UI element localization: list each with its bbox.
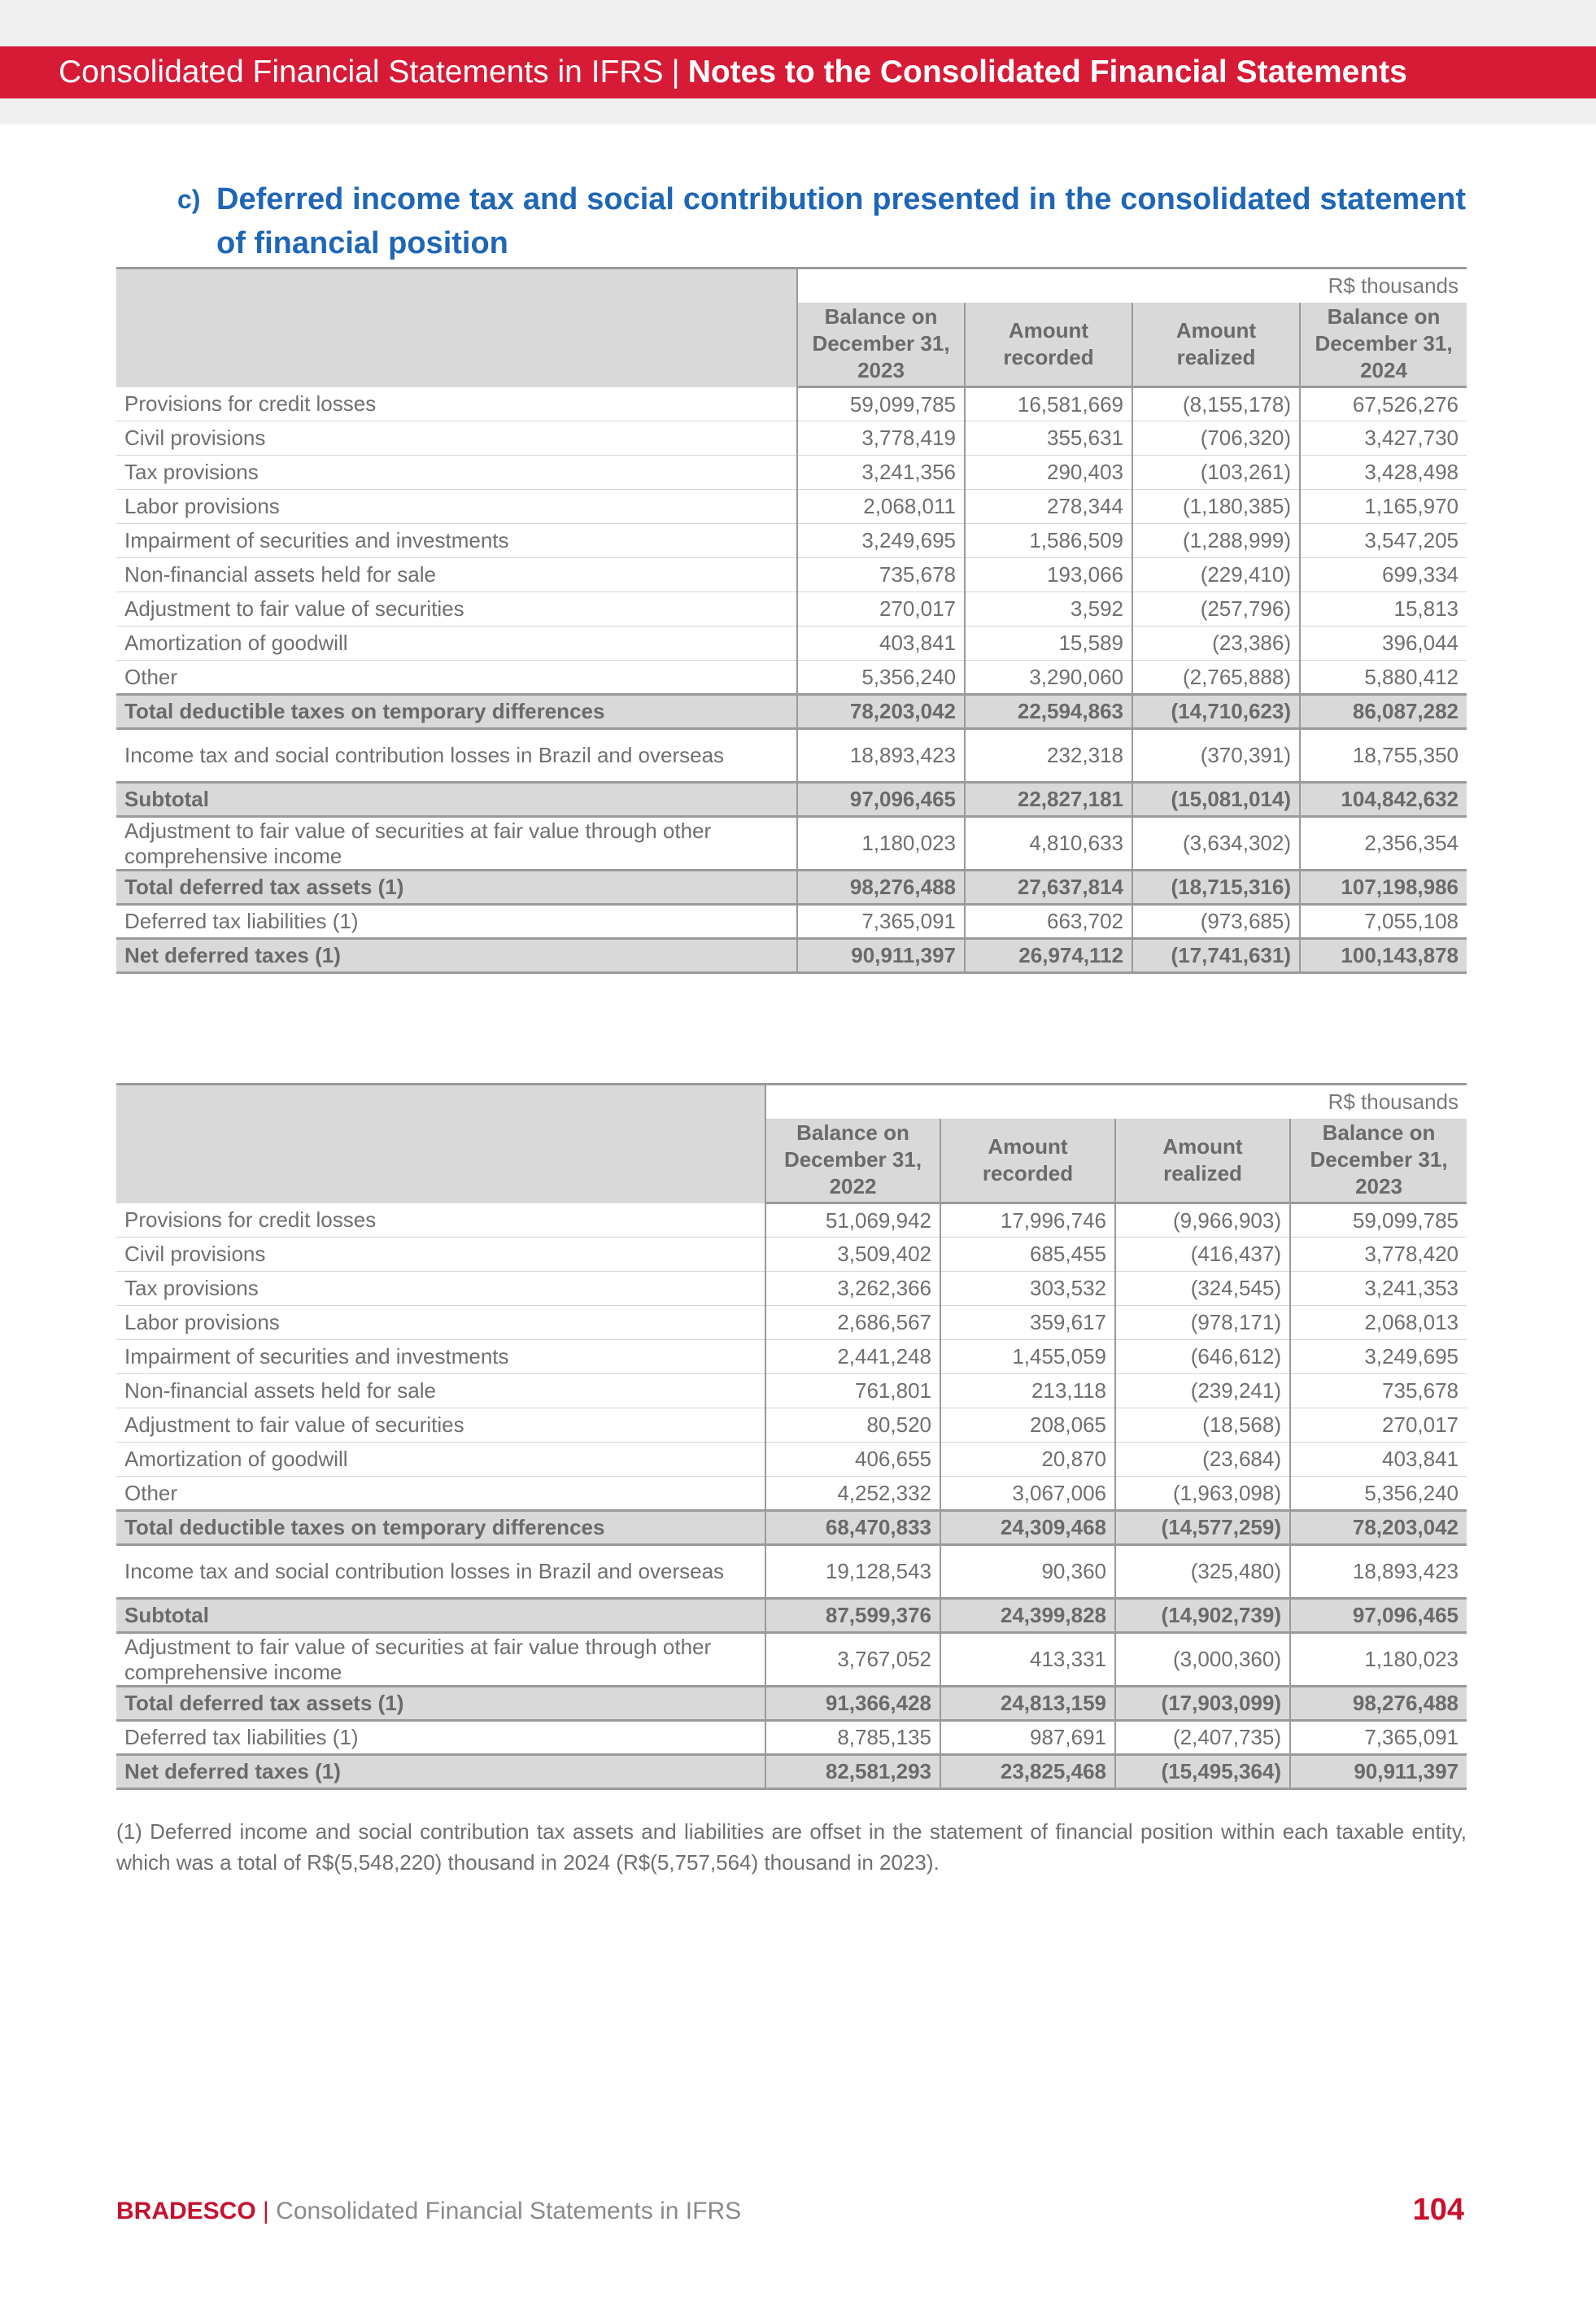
row-value: 290,403 (965, 456, 1132, 490)
table-row (116, 558, 1467, 592)
row-value: 100,143,878 (1300, 939, 1467, 973)
row-value: 18,893,423 (1290, 1545, 1467, 1599)
page-footer (116, 2198, 741, 2225)
table-row (116, 1408, 1467, 1443)
row-value: 2,441,248 (765, 1340, 940, 1374)
row-value: 24,813,159 (940, 1687, 1115, 1721)
row-label: Subtotal (116, 783, 797, 817)
table-row (116, 1340, 1467, 1374)
footnote: (1) Deferred income and social contribution tax assets and liabilities are offset in the statement of financial position within each taxable entity, which was a total of R$(5,548,220) thousand in 2024 (R$(5,757,564) thousand in 2023). (116, 1819, 1467, 1875)
section-letter: c) (177, 185, 201, 214)
row-value: 17,996,746 (940, 1203, 1115, 1238)
row-value: 413,331 (940, 1633, 1115, 1687)
row-value: (229,410) (1132, 558, 1300, 592)
row-value: 90,360 (940, 1545, 1115, 1599)
row-value: (14,710,623) (1132, 695, 1300, 729)
row-label: Deferred tax liabilities (1) (116, 1721, 765, 1755)
column-header: Balance on December 31, 2024 (1300, 303, 1467, 387)
row-value: 59,099,785 (797, 387, 965, 421)
row-value: 18,755,350 (1300, 729, 1467, 783)
row-value: 7,365,091 (797, 905, 965, 939)
table-row (116, 1443, 1467, 1477)
row-value: 3,778,420 (1290, 1238, 1467, 1272)
row-label: Other (116, 661, 797, 695)
row-value: (2,407,735) (1115, 1721, 1290, 1755)
row-value: (239,241) (1115, 1374, 1290, 1408)
row-value: 1,180,023 (797, 817, 965, 871)
row-value: 270,017 (1290, 1408, 1467, 1443)
row-value: 735,678 (797, 558, 965, 592)
row-value: 78,203,042 (797, 695, 965, 729)
row-value: (3,634,302) (1132, 817, 1300, 871)
row-label: Subtotal (116, 1599, 765, 1633)
row-value: 19,128,543 (765, 1545, 940, 1599)
table-row (116, 1238, 1467, 1272)
row-value: (17,741,631) (1132, 939, 1300, 973)
row-value: 2,068,013 (1290, 1306, 1467, 1340)
row-value: 20,870 (940, 1443, 1115, 1477)
row-value: (15,081,014) (1132, 783, 1300, 817)
table-total-row (116, 1755, 1467, 1789)
table-row (116, 1272, 1467, 1306)
row-value: (15,495,364) (1115, 1755, 1290, 1789)
row-value: 80,520 (765, 1408, 940, 1443)
row-value: 303,532 (940, 1272, 1115, 1306)
row-value: 396,044 (1300, 626, 1467, 661)
table-row (116, 1477, 1467, 1511)
row-value: (14,577,259) (1115, 1511, 1290, 1545)
row-value: 68,470,833 (765, 1511, 940, 1545)
table-row (116, 456, 1467, 490)
row-label: Provisions for credit losses (116, 1203, 765, 1238)
row-label: Income tax and social contribution losses in Brazil and overseas (116, 729, 797, 783)
row-value: 232,318 (965, 729, 1132, 783)
row-value: 91,366,428 (765, 1687, 940, 1721)
row-value: (324,545) (1115, 1272, 1290, 1306)
row-value: (18,715,316) (1132, 871, 1300, 905)
row-value: 86,087,282 (1300, 695, 1467, 729)
row-value: 7,365,091 (1290, 1721, 1467, 1755)
column-header: Amount realized (1115, 1119, 1290, 1203)
row-value: (978,171) (1115, 1306, 1290, 1340)
row-label: Non-financial assets held for sale (116, 558, 797, 592)
row-label: Non-financial assets held for sale (116, 1374, 765, 1408)
row-value: (17,903,099) (1115, 1687, 1290, 1721)
row-value: 22,594,863 (965, 695, 1132, 729)
row-label: Tax provisions (116, 1272, 765, 1306)
row-value: 26,974,112 (965, 939, 1132, 973)
row-value: 1,180,023 (1290, 1633, 1467, 1687)
row-value: 3,241,353 (1290, 1272, 1467, 1306)
row-label: Labor provisions (116, 490, 797, 524)
row-label: Total deductible taxes on temporary differences (116, 695, 797, 729)
row-value: 107,198,986 (1300, 871, 1467, 905)
row-value: 3,592 (965, 592, 1132, 626)
row-value: 403,841 (797, 626, 965, 661)
row-value: 5,880,412 (1300, 661, 1467, 695)
row-value: 2,686,567 (765, 1306, 940, 1340)
row-value: (973,685) (1132, 905, 1300, 939)
row-value: 7,055,108 (1300, 905, 1467, 939)
row-value: (23,684) (1115, 1443, 1290, 1477)
header-doc-title: Consolidated Financial Statements in IFRS (59, 55, 664, 89)
row-value: 67,526,276 (1300, 387, 1467, 421)
footer-separator: | (263, 2198, 269, 2224)
row-value: 735,678 (1290, 1374, 1467, 1408)
table-total-row (116, 939, 1467, 973)
row-value: 82,581,293 (765, 1755, 940, 1789)
row-value: (257,796) (1132, 592, 1300, 626)
row-value: (18,568) (1115, 1408, 1290, 1443)
row-value: 18,893,423 (797, 729, 965, 783)
row-value: 97,096,465 (797, 783, 965, 817)
row-value: 16,581,669 (965, 387, 1132, 421)
row-value: (8,155,178) (1132, 387, 1300, 421)
row-value: 3,241,356 (797, 456, 965, 490)
row-value: 699,334 (1300, 558, 1467, 592)
row-label: Adjustment to fair value of securities at fair value through other comprehensive income (116, 817, 797, 871)
table-row (116, 1545, 1467, 1599)
row-value: 1,455,059 (940, 1340, 1115, 1374)
row-value: (416,437) (1115, 1238, 1290, 1272)
row-value: (1,288,999) (1132, 524, 1300, 558)
table-row (116, 1633, 1467, 1687)
row-value: 2,356,354 (1300, 817, 1467, 871)
row-label: Tax provisions (116, 456, 797, 490)
row-label: Impairment of securities and investments (116, 1340, 765, 1374)
row-label: Adjustment to fair value of securities (116, 1408, 765, 1443)
row-value: 208,065 (940, 1408, 1115, 1443)
table-row (116, 661, 1467, 695)
table-row (116, 592, 1467, 626)
row-value: 104,842,632 (1300, 783, 1467, 817)
row-value: 3,428,498 (1300, 456, 1467, 490)
row-value: 359,617 (940, 1306, 1115, 1340)
row-value: 270,017 (797, 592, 965, 626)
column-header: Amount recorded (940, 1119, 1115, 1203)
row-value: 51,069,942 (765, 1203, 940, 1238)
row-label: Income tax and social contribution losses in Brazil and overseas (116, 1545, 765, 1599)
table-total-row (116, 695, 1467, 729)
table-row (116, 490, 1467, 524)
row-value: 193,066 (965, 558, 1132, 592)
row-value: 4,252,332 (765, 1477, 940, 1511)
row-value: 987,691 (940, 1721, 1115, 1755)
row-value: 3,778,419 (797, 421, 965, 456)
row-label: Other (116, 1477, 765, 1511)
row-value: 8,785,135 (765, 1721, 940, 1755)
row-value: 663,702 (965, 905, 1132, 939)
row-label: Amortization of goodwill (116, 626, 797, 661)
row-value: 78,203,042 (1290, 1511, 1467, 1545)
row-label: Adjustment to fair value of securities at fair value through other comprehensive income (116, 1633, 765, 1687)
row-value: 761,801 (765, 1374, 940, 1408)
table-row (116, 524, 1467, 558)
table-total-row (116, 1687, 1467, 1721)
row-value: (2,765,888) (1132, 661, 1300, 695)
column-header: Balance on December 31, 2022 (765, 1119, 940, 1203)
table-row (116, 729, 1467, 783)
table-row (116, 626, 1467, 661)
row-value: 24,399,828 (940, 1599, 1115, 1633)
table-row (116, 1721, 1467, 1755)
header-section: Notes to the Consolidated Financial Statements (687, 55, 1407, 89)
section-title-text: Deferred income tax and social contribution presented in the consolidated statement of financial position (216, 182, 1466, 260)
row-value: 1,165,970 (1300, 490, 1467, 524)
row-label: Deferred tax liabilities (1) (116, 905, 797, 939)
table-row (116, 817, 1467, 871)
table-row (116, 905, 1467, 939)
row-label: Total deferred tax assets (1) (116, 1687, 765, 1721)
row-value: 1,586,509 (965, 524, 1132, 558)
row-value: (23,386) (1132, 626, 1300, 661)
row-value: (1,963,098) (1115, 1477, 1290, 1511)
row-value: 23,825,468 (940, 1755, 1115, 1789)
row-label: Net deferred taxes (1) (116, 1755, 765, 1789)
column-header: Balance on December 31, 2023 (1290, 1119, 1467, 1203)
row-value: 403,841 (1290, 1443, 1467, 1477)
row-value: 15,589 (965, 626, 1132, 661)
row-label: Total deductible taxes on temporary differences (116, 1511, 765, 1545)
row-label: Provisions for credit losses (116, 387, 797, 421)
row-value: 3,509,402 (765, 1238, 940, 1272)
row-value: 59,099,785 (1290, 1203, 1467, 1238)
table-row (116, 387, 1467, 421)
row-value: 97,096,465 (1290, 1599, 1467, 1633)
header-blank-cell (116, 1085, 765, 1203)
deferred-tax-table-2023 (116, 1083, 1467, 1790)
row-value: 4,810,633 (965, 817, 1132, 871)
row-label: Adjustment to fair value of securities (116, 592, 797, 626)
row-value: (1,180,385) (1132, 490, 1300, 524)
row-value: 3,249,695 (1290, 1340, 1467, 1374)
table-row (116, 421, 1467, 456)
row-value: (14,902,739) (1115, 1599, 1290, 1633)
table-row (116, 1306, 1467, 1340)
row-value: 3,767,052 (765, 1633, 940, 1687)
row-value: (706,320) (1132, 421, 1300, 456)
row-value: 278,344 (965, 490, 1132, 524)
row-value: 90,911,397 (797, 939, 965, 973)
column-header: Amount recorded (965, 303, 1132, 387)
row-value: 213,118 (940, 1374, 1115, 1408)
row-value: 3,249,695 (797, 524, 965, 558)
footer-brand: BRADESCO (116, 2198, 256, 2224)
row-value: (646,612) (1115, 1340, 1290, 1374)
unit-label: R$ thousands (765, 1085, 1467, 1119)
unit-label: R$ thousands (797, 268, 1467, 303)
row-value: (325,480) (1115, 1545, 1290, 1599)
row-value: 24,309,468 (940, 1511, 1115, 1545)
row-value: 15,813 (1300, 592, 1467, 626)
column-header: Balance on December 31, 2023 (797, 303, 965, 387)
row-value: 3,262,366 (765, 1272, 940, 1306)
row-value: 685,455 (940, 1238, 1115, 1272)
row-value: 90,911,397 (1290, 1755, 1467, 1789)
row-value: 87,599,376 (765, 1599, 940, 1633)
row-value: 406,655 (765, 1443, 940, 1477)
table-total-row (116, 1599, 1467, 1633)
table-row (116, 1203, 1467, 1238)
row-label: Net deferred taxes (1) (116, 939, 797, 973)
row-label: Total deferred tax assets (1) (116, 871, 797, 905)
row-label: Impairment of securities and investments (116, 524, 797, 558)
row-value: 98,276,488 (1290, 1687, 1467, 1721)
row-value: 3,067,006 (940, 1477, 1115, 1511)
row-value: (9,966,903) (1115, 1203, 1290, 1238)
page-number: 104 (1412, 2193, 1464, 2227)
row-value: 27,637,814 (965, 871, 1132, 905)
row-value: 22,827,181 (965, 783, 1132, 817)
table-total-row (116, 1511, 1467, 1545)
row-value: (370,391) (1132, 729, 1300, 783)
table-row (116, 1374, 1467, 1408)
row-value: 3,427,730 (1300, 421, 1467, 456)
row-value: 3,547,205 (1300, 524, 1467, 558)
footer-doc-title: Consolidated Financial Statements in IFRS (276, 2198, 742, 2224)
header-blank-cell (116, 268, 797, 387)
deferred-tax-table-2024 (116, 267, 1467, 974)
row-value: 3,290,060 (965, 661, 1132, 695)
table-total-row (116, 871, 1467, 905)
row-value: 2,068,011 (797, 490, 965, 524)
row-value: 5,356,240 (1290, 1477, 1467, 1511)
row-value: 98,276,488 (797, 871, 965, 905)
row-label: Labor provisions (116, 1306, 765, 1340)
row-label: Amortization of goodwill (116, 1443, 765, 1477)
row-value: 5,356,240 (797, 661, 965, 695)
row-value: (3,000,360) (1115, 1633, 1290, 1687)
row-label: Civil provisions (116, 1238, 765, 1272)
row-value: (103,261) (1132, 456, 1300, 490)
row-value: 355,631 (965, 421, 1132, 456)
header-separator: | (671, 55, 680, 89)
column-header: Amount realized (1132, 303, 1300, 387)
table-total-row (116, 783, 1467, 817)
header-banner (0, 46, 1596, 98)
row-label: Civil provisions (116, 421, 797, 456)
